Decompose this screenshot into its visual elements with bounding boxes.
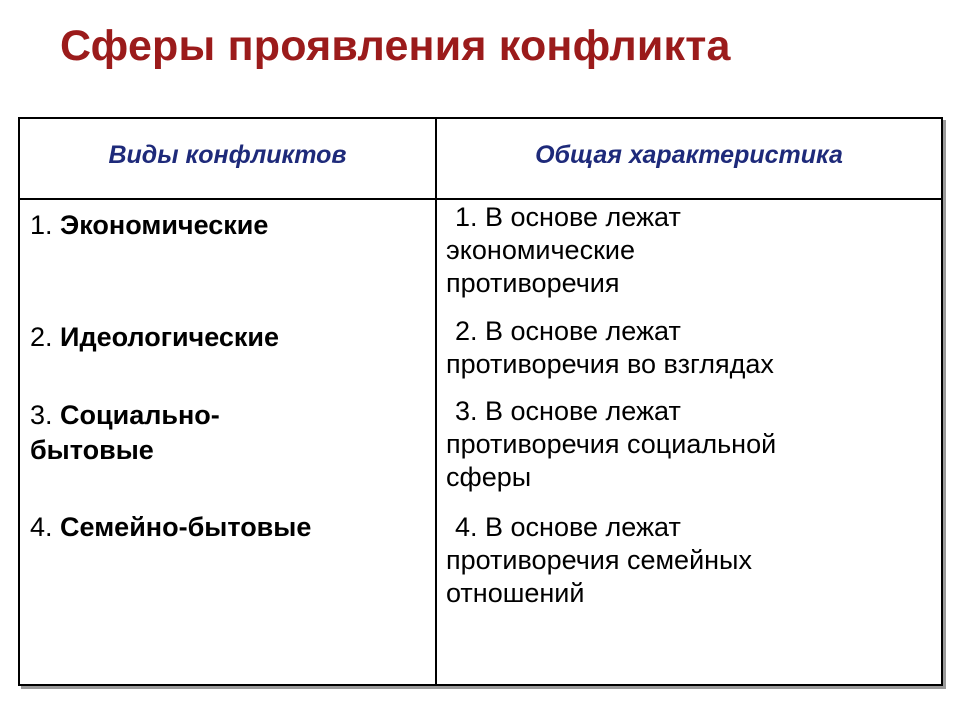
item-label: Семейно-бытовые	[60, 512, 312, 542]
item-number: 4.	[30, 512, 53, 542]
conflict-spheres-table	[18, 117, 943, 686]
conflict-type-1	[30, 208, 430, 243]
description-line: противоречия во взглядах	[446, 349, 774, 379]
conflict-description-1	[446, 201, 941, 300]
column-header-types: Виды конфликтов	[108, 141, 347, 169]
conflict-type-3	[30, 398, 430, 468]
column-divider	[435, 119, 437, 684]
conflict-description-4	[446, 511, 941, 610]
description-line: экономические	[446, 235, 635, 265]
description-line: противоречия	[446, 268, 620, 298]
conflict-description-2	[446, 315, 941, 381]
item-label-continued: бытовые	[30, 435, 154, 465]
description-line: противоречия социальной	[446, 429, 777, 459]
description-line: сферы	[446, 462, 532, 492]
description-line: 3. В основе лежат	[455, 396, 681, 426]
conflict-type-2	[30, 320, 430, 355]
conflict-type-4	[30, 510, 430, 545]
item-label: Социально-	[60, 400, 220, 430]
description-line: 2. В основе лежат	[455, 316, 681, 346]
item-number: 1.	[30, 210, 53, 240]
description-line: отношений	[446, 578, 585, 608]
header-divider	[20, 198, 941, 200]
item-number: 2.	[30, 322, 53, 352]
conflict-description-3	[446, 395, 941, 494]
item-number: 3.	[30, 400, 53, 430]
description-line: 4. В основе лежат	[455, 512, 681, 542]
slide-title: Сферы проявления конфликта	[60, 22, 731, 70]
item-label: Экономические	[60, 210, 269, 240]
description-line: противоречия семейных	[446, 545, 752, 575]
description-line: 1. В основе лежат	[455, 202, 681, 232]
item-label: Идеологические	[60, 322, 280, 352]
column-header-description: Общая характеристика	[535, 141, 843, 169]
